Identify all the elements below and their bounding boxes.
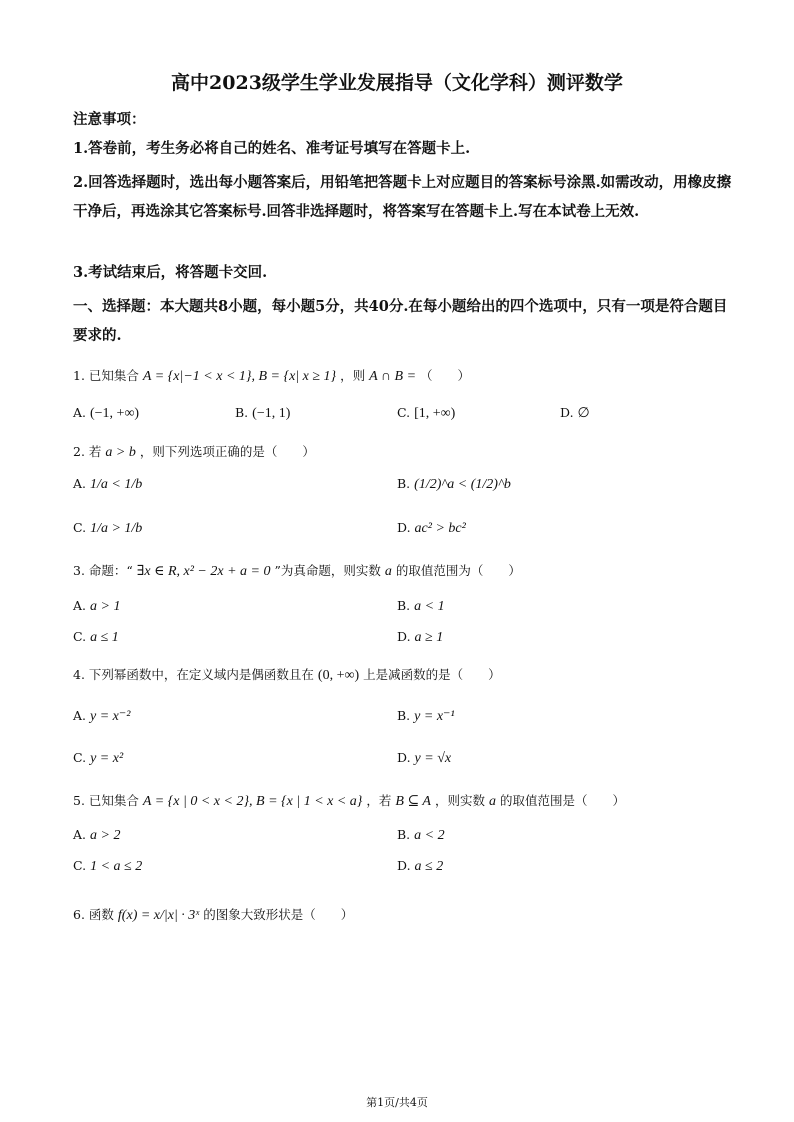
option-1a [73, 405, 139, 422]
option-2a [73, 476, 142, 493]
option-label: A. [73, 708, 87, 723]
question-number: 5. [73, 793, 85, 808]
option-5c [73, 858, 142, 875]
math-expression: a > b [105, 445, 136, 460]
math-expression: a [488, 794, 496, 809]
option-math: y = x⁻² [90, 709, 131, 724]
option-label: B. [397, 476, 411, 491]
option-math: a < 2 [414, 828, 445, 843]
option-label: C. [73, 520, 87, 535]
notice-item-3: 3.考试结束后，将答题卡交回. [73, 264, 268, 281]
option-1c [397, 405, 455, 422]
question-text: ，则下列选项正确的是（ ） [139, 444, 315, 459]
option-label: B. [397, 598, 411, 613]
option-1d [560, 405, 590, 422]
notice-item-2: 2.回答选择题时，选出每小题答案后，用铅笔把答题卡上对应题目的答案标号涂黑.如需改动，用橡皮擦干净后，再选涂其它答案标号.回答非选择题时，将答案写在答题卡上.写在本试卷上无效. [73, 174, 732, 220]
question-3 [73, 561, 733, 580]
option-2c [73, 520, 142, 537]
option-math: (−1, 1) [252, 406, 291, 421]
page-title: 高中2023级学生学业发展指导（文化学科）测评数学 [171, 72, 623, 94]
option-label: B. [397, 827, 411, 842]
question-number: 3. [73, 563, 85, 578]
option-5b [397, 827, 445, 844]
option-1b [235, 405, 290, 422]
option-math: a < 1 [414, 599, 445, 614]
question-text: 已知集合 [88, 793, 139, 808]
option-4b [397, 708, 455, 725]
option-label: C. [73, 629, 87, 644]
question-text: ，则实数 [434, 793, 485, 808]
question-4 [73, 665, 733, 684]
notice-item-1: 1.答卷前，考生务必将自己的姓名、准考证号填写在答题卡上. [73, 140, 471, 157]
option-3a [73, 598, 120, 615]
question-number: 2. [73, 444, 85, 459]
question-text: ，若 [366, 793, 392, 808]
option-math: a ≤ 1 [90, 630, 119, 645]
option-label: D. [560, 405, 574, 420]
option-math: ac² > bc² [414, 521, 466, 536]
option-math: a ≤ 2 [414, 859, 444, 874]
option-math: y = x² [90, 751, 124, 766]
question-1 [73, 366, 733, 385]
option-math: ∅ [577, 406, 590, 421]
option-label: D. [397, 629, 411, 644]
option-3b [397, 598, 445, 615]
option-label: A. [73, 405, 87, 420]
option-label: A. [73, 476, 87, 491]
question-text: 下列幂函数中，在定义域内是偶函数且在 [88, 667, 314, 682]
option-4c [73, 750, 123, 767]
question-text: 的取值范围为（ ） [395, 563, 521, 578]
question-text: 已知集合 [88, 368, 139, 383]
option-math: a > 2 [90, 828, 121, 843]
option-math: a > 1 [90, 599, 121, 614]
option-2b [397, 476, 511, 493]
question-2 [73, 442, 733, 461]
option-label: B. [235, 405, 249, 420]
option-2d [397, 520, 466, 537]
option-3c [73, 629, 119, 646]
notice-heading: 注意事项： [73, 111, 146, 128]
option-math: a ≥ 1 [414, 630, 444, 645]
option-label: D. [397, 750, 411, 765]
question-6 [73, 905, 733, 924]
option-math: (−1, +∞) [90, 406, 140, 421]
option-math: y = √x [414, 751, 452, 766]
math-expression: A = {x|−1 < x < 1}, B = {x| x ≥ 1} [142, 369, 337, 384]
option-5d [397, 858, 443, 875]
option-label: D. [397, 858, 411, 873]
math-expression: A = {x | 0 < x < 2}, B = {x | 1 < x < a} [142, 794, 363, 809]
question-text: ，则 [340, 368, 366, 383]
option-label: C. [397, 405, 411, 420]
question-text: 上是减函数的是（ ） [363, 667, 501, 682]
option-5a [73, 827, 120, 844]
question-text: ”为真命题，则实数 [274, 563, 381, 578]
math-expression: ∃x ∈ R, x² − 2x + a = 0 [136, 564, 271, 579]
question-5 [73, 791, 733, 810]
option-label: B. [397, 708, 411, 723]
math-expression: B ⊆ A [395, 794, 431, 809]
page-footer: 第1页/共4页 [366, 1096, 428, 1109]
option-math: y = x⁻¹ [414, 709, 455, 724]
option-math: (1/2)^a < (1/2)^b [414, 477, 511, 492]
option-math: 1/a < 1/b [90, 477, 143, 492]
option-math: [1, +∞) [414, 406, 456, 421]
option-label: D. [397, 520, 411, 535]
option-4a [73, 708, 130, 725]
option-3d [397, 629, 443, 646]
option-math: 1 < a ≤ 2 [90, 859, 143, 874]
question-text: 命题：“ [88, 563, 133, 578]
math-expression: f(x) = x/|x| · 3ˣ [117, 908, 200, 923]
math-expression: (0, +∞) [317, 668, 360, 683]
option-label: C. [73, 750, 87, 765]
question-text: 函数 [88, 907, 114, 922]
question-text: 的取值范围是（ ） [499, 793, 625, 808]
question-number: 4. [73, 667, 85, 682]
option-label: A. [73, 598, 87, 613]
question-number: 1. [73, 368, 85, 383]
option-label: C. [73, 858, 87, 873]
question-text: 的图象大致形状是（ ） [203, 907, 354, 922]
option-4d [397, 750, 451, 767]
question-number: 6. [73, 907, 85, 922]
math-expression: a [384, 564, 392, 579]
section-heading: 一、选择题：本大题共8小题，每小题5分，共40分.在每小题给出的四个选项中，只有一项是符合题目要求的. [73, 298, 728, 344]
math-expression: A ∩ B = [369, 369, 417, 384]
question-text: 若 [88, 444, 102, 459]
answer-paren: （ ） [420, 368, 471, 383]
option-label: A. [73, 827, 87, 842]
option-math: 1/a > 1/b [90, 521, 143, 536]
